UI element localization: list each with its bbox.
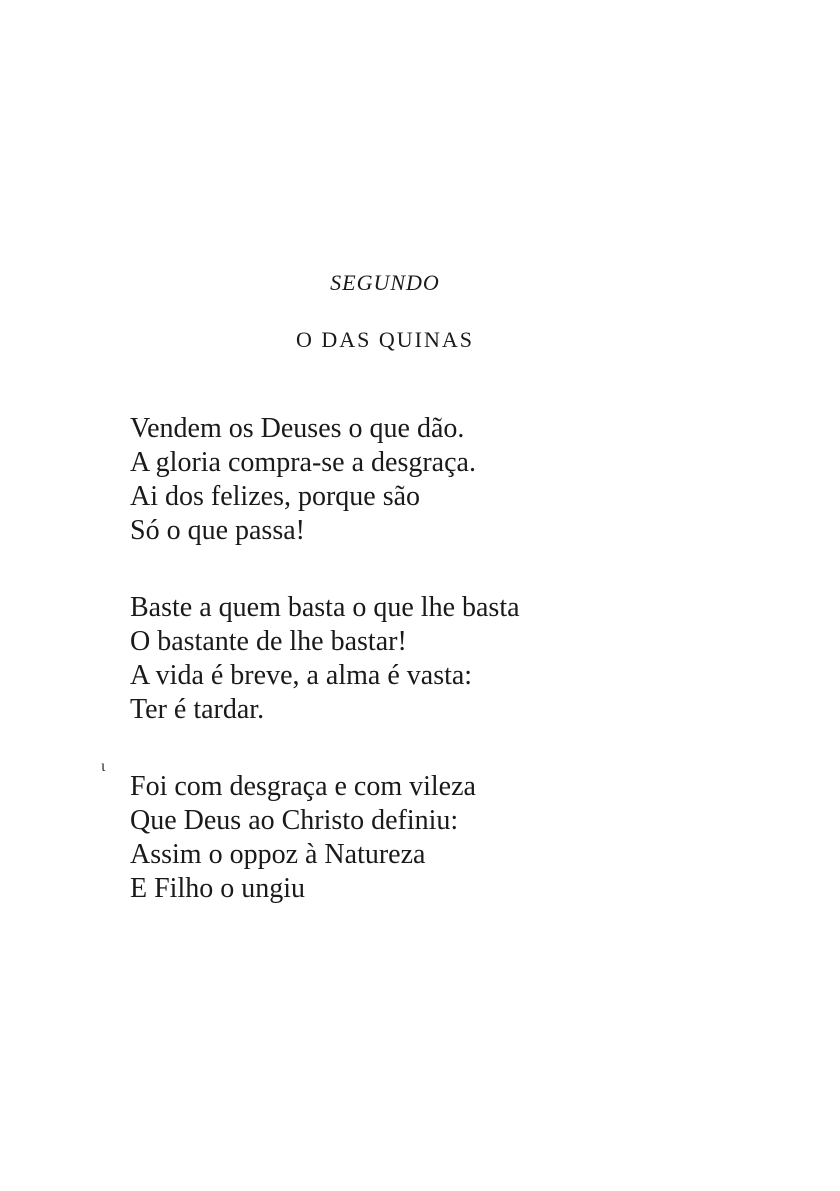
stanza-3 (130, 770, 750, 906)
poem-line: A gloria compra-se a desgraça. (130, 447, 476, 478)
poem-body (130, 412, 750, 949)
section-title: SEGUNDO (330, 270, 440, 295)
poem-line: Assim o oppoz à Natureza (130, 839, 426, 870)
poem-line: A vida é breve, a alma é vasta: (130, 660, 473, 691)
poem-line: Que Deus ao Christo definiu: (130, 805, 459, 836)
poem-line: Foi com desgraça e com vileza (130, 771, 476, 802)
poem-line: E Filho o ungiu (130, 873, 306, 904)
poem-line: Só o que passa! (130, 515, 305, 546)
stanza-2 (130, 591, 750, 727)
poem-line: Ai dos felizes, porque são (130, 481, 421, 512)
poem-title: O DAS QUINAS (295, 327, 474, 352)
stanza-1 (130, 412, 750, 548)
margin-mark: ι (101, 758, 106, 775)
poem-line: Ter é tardar. (130, 694, 265, 725)
poem-line: Baste a quem basta o que lhe basta (130, 592, 520, 623)
poem-line: O bastante de lhe bastar! (130, 626, 407, 657)
poem-line: Vendem os Deuses o que dão. (130, 413, 465, 444)
